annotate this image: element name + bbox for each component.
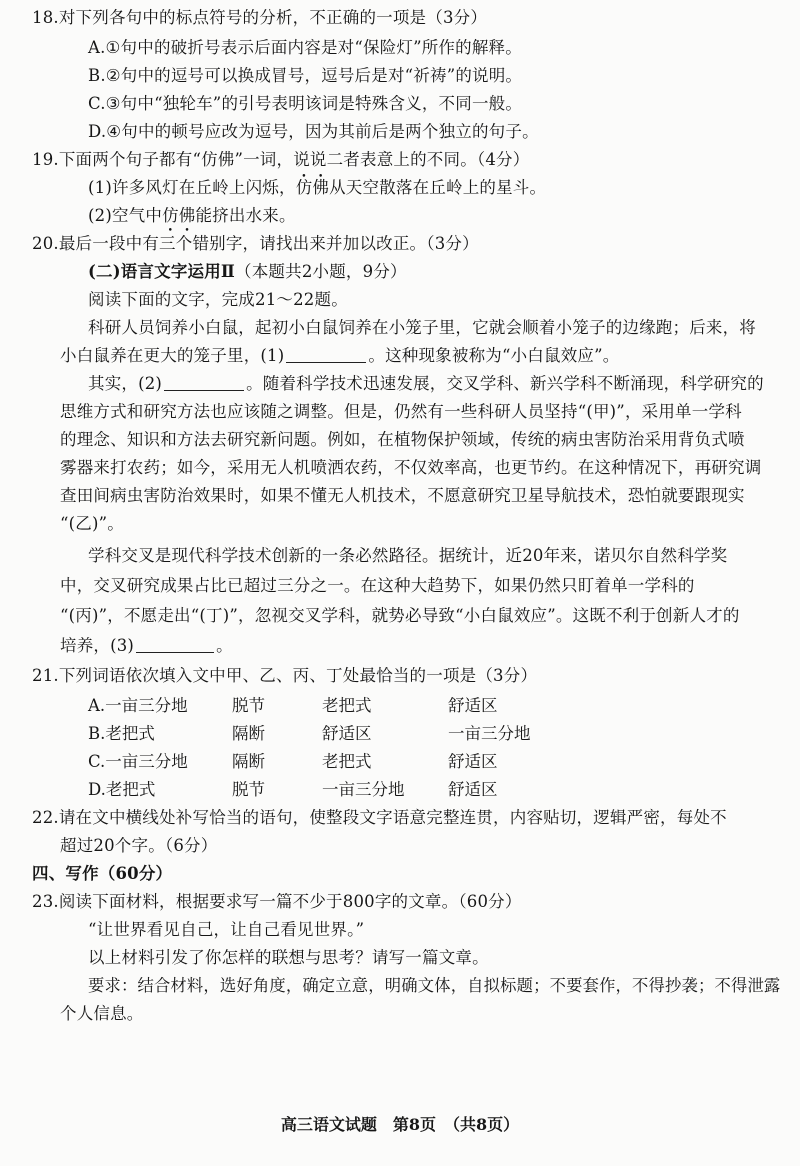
section-4-heading: 四、写作（60分）	[32, 864, 173, 883]
q21-d-bing: 一亩三分地	[322, 780, 405, 799]
q19-s2-post: 能挤出水来。	[195, 206, 296, 225]
q19-s1-post: 从天空散落在丘岭上的星斗。	[329, 178, 547, 197]
q18-option-c: C.③句中“独轮车”的引号表明该词是特殊含义，不同一般。	[88, 94, 523, 113]
passage-p3-pre: 培养，(3)	[60, 636, 135, 655]
blank-3	[136, 638, 214, 653]
q21-c-jia: C.一亩三分地	[88, 752, 188, 771]
passage-p2-line-1	[88, 374, 764, 394]
blank-1	[286, 348, 366, 363]
q21-c-bing: 老把式	[322, 752, 372, 771]
passage-p2-line-6: “(乙)”。	[60, 514, 124, 533]
q21-b-bing: 舒适区	[322, 724, 372, 743]
q18-option-a: A.①句中的破折号表示后面内容是对“保险灯”所作的解释。	[88, 38, 522, 57]
q19-s2-word-2: 佛	[178, 206, 196, 225]
passage-p2-line-2: 思维方式和研究方法也应该随之调整。但是，仍然有一些科研人员坚持“(甲)”，采用单一学科	[60, 402, 742, 421]
q22-stem-line-1: 22.请在文中横线处补写恰当的语句，使整段文字语意完整连贯，内容贴切，逻辑严密，每处不	[32, 808, 727, 827]
q23-stem: 23.阅读下面材料，根据要求写一篇不少于800字的文章。（60分）	[32, 892, 522, 911]
q21-a-bing: 老把式	[322, 696, 372, 715]
q21-b-yi: 隔断	[232, 724, 265, 743]
q23-quote: “让世界看见自己，让自己看见世界。”	[88, 920, 365, 939]
q23-prompt: 以上材料引发了你怎样的联想与思考？请写一篇文章。	[88, 948, 489, 967]
passage-p2-line-5: 查田间病虫害防治效果时，如果不懂无人机技术，不愿意研究卫星导航技术，恐怕就要跟现实	[60, 486, 745, 505]
passage-p3-line-4	[60, 636, 233, 656]
q21-d-jia: D.老把式	[88, 780, 156, 799]
passage-p3-post: 。	[216, 636, 233, 655]
q19-s1-word-2: 佛	[312, 178, 330, 197]
section-2-heading	[88, 262, 407, 282]
passage-p1-post: 。这种现象被称为“小白鼠效应”。	[368, 346, 620, 365]
q18-option-b: B.②句中的逗号可以换成冒号，逗号后是对“祈祷”的说明。	[88, 66, 523, 85]
q19-sentence-2	[88, 206, 296, 226]
section-2-note: （本题共2小题，9分）	[235, 262, 407, 281]
passage-p3-line-3: “(丙)”，不愿走出“(丁)”，忽视交叉学科，就势必导致“小白鼠效应”。这既不利于创新人才的	[60, 606, 740, 625]
q21-d-yi: 脱节	[232, 780, 265, 799]
section-2-title: (二)语言文字运用Ⅱ	[88, 262, 236, 281]
q21-stem: 21.下列词语依次填入文中甲、乙、丙、丁处最恰当的一项是（3分）	[32, 666, 538, 685]
q19-sentence-1	[88, 178, 546, 198]
q18-stem: 18.对下列各句中的标点符号的分析，不正确的一项是（3分）	[32, 8, 488, 27]
q22-stem-line-2: 超过20个字。（6分）	[60, 836, 218, 855]
page-footer: 高三语文试题 第8页 （共8页）	[280, 1115, 520, 1134]
q23-requirements-line-2: 个人信息。	[60, 1004, 144, 1023]
q20-stem: 20.最后一段中有三个错别字，请找出来并加以改正。（3分）	[32, 234, 479, 253]
q21-a-ding: 舒适区	[448, 696, 498, 715]
passage-p2-line-4: 雾器来打农药；如今，采用无人机喷洒农药，不仅效率高，也更节约。在这种情况下，再研究调	[60, 458, 762, 477]
blank-2	[164, 376, 244, 391]
passage-p1-line-1: 科研人员饲养小白鼠，起初小白鼠饲养在小笼子里，它就会顺着小笼子的边缘跑；后来，将	[88, 318, 756, 337]
passage-p2-line-3: 的理念、知识和方法去研究新问题。例如，在植物保护领域，传统的病虫害防治采用背负式喷	[60, 430, 745, 449]
q21-a-jia: A.一亩三分地	[88, 696, 188, 715]
passage-p2-pre: 其实，(2)	[88, 374, 163, 393]
q21-a-yi: 脱节	[232, 696, 265, 715]
q18-option-d: D.④句中的顿号应改为逗号，因为其前后是两个独立的句子。	[88, 122, 539, 141]
q21-b-ding: 一亩三分地	[448, 724, 531, 743]
q21-d-ding: 舒适区	[448, 780, 498, 799]
q21-b-jia: B.老把式	[88, 724, 155, 743]
section-2-intro: 阅读下面的文字，完成21～22题。	[88, 290, 348, 309]
passage-p3-line-1: 学科交叉是现代科学技术创新的一条必然路径。据统计，近20年来，诺贝尔自然科学奖	[88, 546, 728, 565]
passage-p1-pre: 小白鼠养在更大的笼子里，(1)	[60, 346, 285, 365]
q19-s2-pre: (2)空气中	[88, 206, 163, 225]
q23-requirements-line-1: 要求：结合材料，选好角度，确定立意，明确文体，自拟标题；不要套作，不得抄袭；不得泄露	[88, 976, 781, 995]
q19-s2-word-1: 仿	[162, 206, 179, 225]
q19-s1-pre: (1)许多风灯在丘岭上闪烁，	[88, 178, 296, 197]
q19-s1-word-1: 仿	[295, 178, 313, 197]
q21-c-yi: 隔断	[232, 752, 265, 771]
passage-p1-line-2	[60, 346, 619, 366]
q19-stem: 19.下面两个句子都有“仿佛”一词，说说二者表意上的不同。（4分）	[32, 150, 530, 169]
passage-p3-line-2: 中，交叉研究成果占比已超过三分之一。在这种大趋势下，如果仍然只盯着单一学科的	[60, 576, 695, 595]
q21-c-ding: 舒适区	[448, 752, 498, 771]
passage-p2-post: 。随着科学技术迅速发展，交叉学科、新兴学科不断涌现，科学研究的	[246, 374, 764, 393]
